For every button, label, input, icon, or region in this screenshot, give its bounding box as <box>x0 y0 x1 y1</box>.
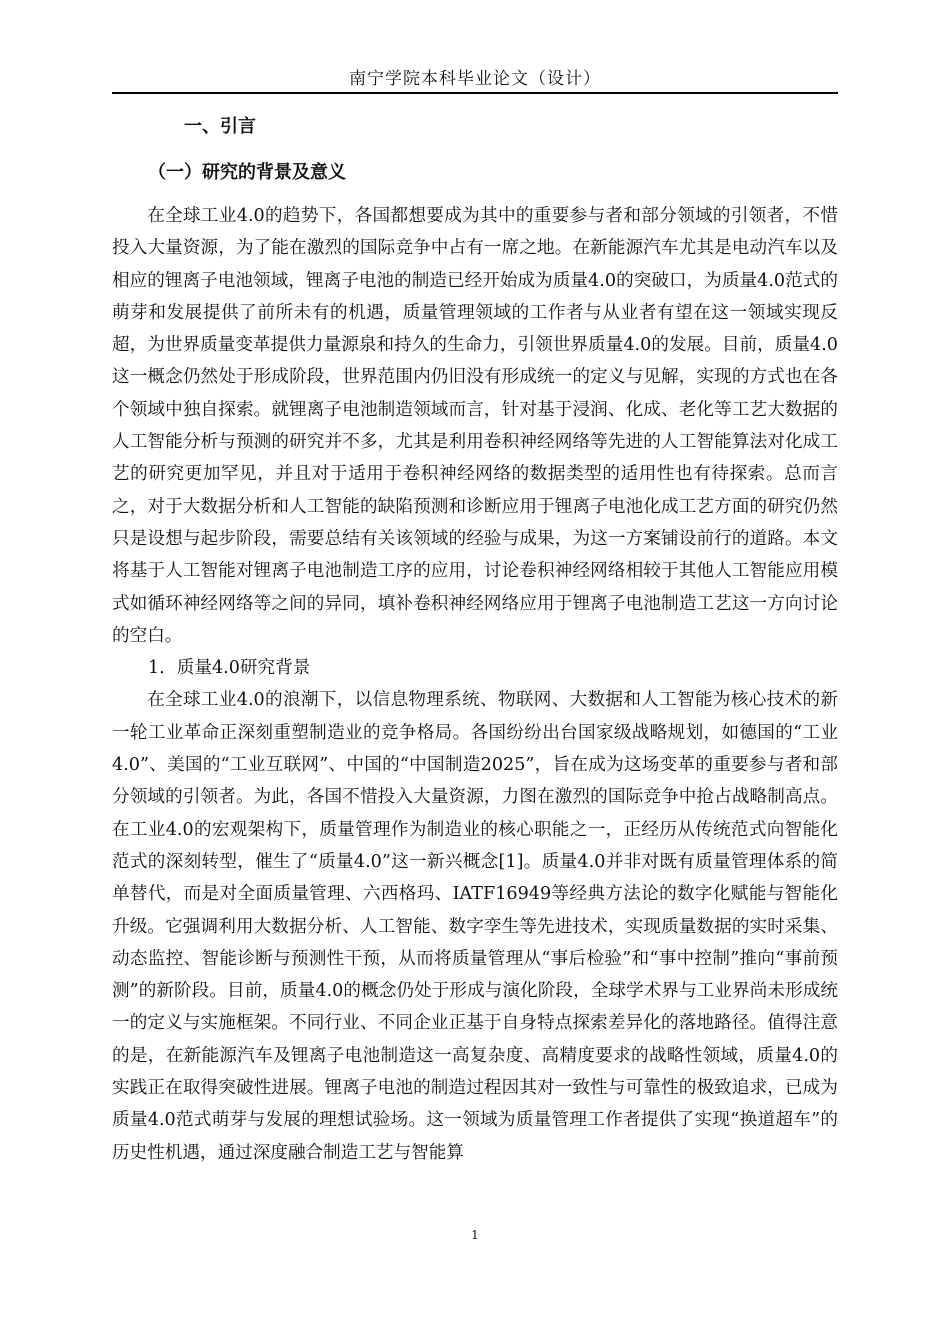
header-divider <box>112 92 838 94</box>
body-paragraph-1: 在全球工业4.0的趋势下，各国都想要成为其中的重要参与者和部分领域的引领者，不惜投入大量资源，为了能在激烈的国际竞争中占有一席之地。在新能源汽车尤其是电动汽车以及相应的锂离子电池领域，锂离子电池的制造已经开始成为质量4.0的突破口，为质量4.0范式的萌芽和发展提供了前所未有的机遇，质量管理领域的工作者与从业者有望在这一领域实现反超，为世界质量变革提供力量源泉和持久的生命力，引领世界质量4.0的发展。目前，质量4.0这一概念仍然处于形成阶段，世界范围内仍旧没有形成统一的定义与见解，实现的方式也在各个领域中独自探索。就锂离子电池制造领域而言，针对基于浸润、化成、老化等工艺大数据的人工智能分析与预测的研究并不多，尤其是利用卷积神经网络等先进的人工智能算法对化成工艺的研究更加罕见，并且对于适用于卷积神经网络的数据类型的适用性也有待探索。总而言之，对于大数据分析和人工智能的缺陷预测和诊断应用于锂离子电池化成工艺方面的研究仍然只是设想与起步阶段，需要总结有关该领域的经验与成果，为这一方案铺设前行的道路。本文将基于人工智能对锂离子电池制造工序的应用，讨论卷积神经网络相较于其他人工智能应用模式如循环神经网络等之间的异同，填补卷积神经网络应用于锂离子电池制造工艺这一方向讨论的空白。 <box>112 206 838 646</box>
body-paragraph-2: 在全球工业4.0的浪潮下，以信息物理系统、物联网、大数据和人工智能为核心技术的新一轮工业革命正深刻重塑制造业的竞争格局。各国纷纷出台国家级战略规划，如德国的“工业4.0”、美国的“工业互联网”、中国的“中国制造2025”，旨在成为这场变革的重要参与者和部分领域的引领者。为此，各国不惜投入大量资源，力图在激烈的国际竞争中抢占战略制高点。在工业4.0的宏观架构下，质量管理作为制造业的核心职能之一，正经历从传统范式向智能化范式的深刻转型，催生了“质量4.0”这一新兴概念[1]。质量4.0并非对既有质量管理体系的简单替代，而是对全面质量管理、六西格玛、IATF16949等经典方法论的数字化赋能与智能化升级。它强调利用大数据分析、人工智能、数字孪生等先进技术，实现质量数据的实时采集、动态监控、智能诊断与预测性干预，从而将质量管理从“事后检验”和“事中控制”推向“事前预测”的新阶段。目前，质量4.0的概念仍处于形成与演化阶段，全球学术界与工业界尚未形成统一的定义与实施框架。不同行业、不同企业正基于自身特点探索差异化的落地路径。值得注意的是，在新能源汽车及锂离子电池制造这一高复杂度、高精度要求的战略性领域，质量4.0的实践正在取得突破性进展。锂离子电池的制造过程因其对一致性与可靠性的极致追求，已成为质量4.0范式萌芽与发展的理想试验场。这一领域为质量管理工作者提供了实现“换道超车”的历史性机遇，通过深度融合制造工艺与智能算 <box>112 690 838 1163</box>
page-number: 1 <box>471 1228 479 1242</box>
page-header-title: 南宁学院本科毕业论文（设计） <box>349 69 601 89</box>
page-body <box>112 110 838 1169</box>
section-heading: 一、引言 <box>184 116 256 137</box>
subsection-title: 1．质量4.0研究背景 <box>148 658 311 679</box>
section-subheading: （一）研究的背景及意义 <box>148 162 346 183</box>
